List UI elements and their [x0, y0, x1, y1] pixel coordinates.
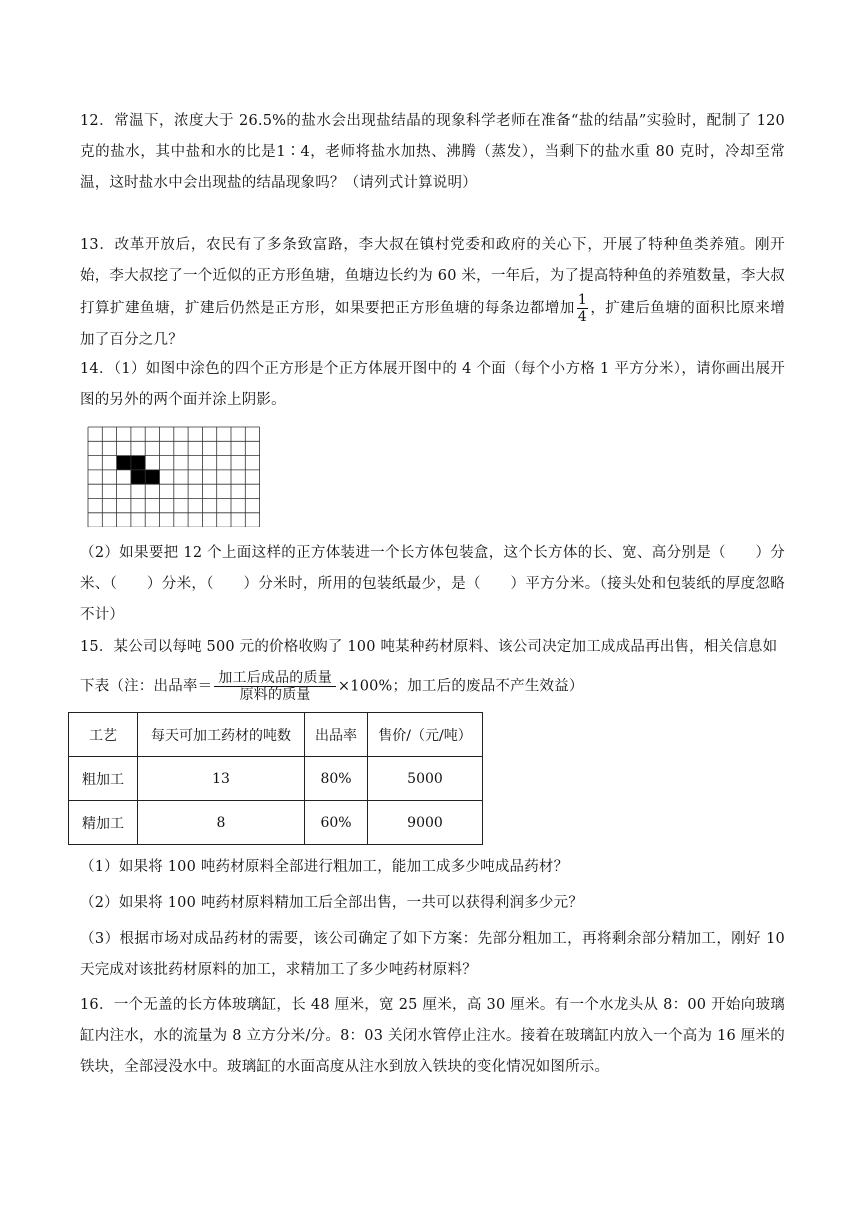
- question-13-text-before: 13．改革开放后，农民有了多条致富路，李大叔在镇村党委和政府的关心下，开展了特种鱼类养殖。刚开始，李大叔挖了一个近似的正方形鱼塘，鱼塘边长约为 60 米，一年后，为了提高特种鱼的养殖数量，李大叔打算扩建鱼塘，扩建后仍然是正方形，如果要把正方形鱼塘的每条边都增加: [80, 237, 785, 317]
- shaded-cube-face: [131, 470, 145, 484]
- table-row: [69, 757, 483, 801]
- question-15-note: [80, 670, 785, 703]
- table-cell: 8: [138, 801, 305, 845]
- question-15-sub-1-text: （1）如果将 100 吨药材原料全部进行粗加工，能加工成多少吨成品药材？: [80, 859, 569, 875]
- question-15-intro-text: 15．某公司以每吨 500 元的价格收购了 100 吨某种药材原料、该公司决定加工成成品再出售，相关信息如: [80, 639, 778, 655]
- question-15-sub-2: [80, 888, 785, 919]
- processing-info-table: [68, 712, 483, 845]
- table-cell: 60%: [305, 801, 368, 845]
- table-cell: 5000: [368, 757, 483, 801]
- question-12: [80, 106, 785, 199]
- yield-rate-fraction: [214, 670, 336, 703]
- table-header-cell: 售价/（元/吨）: [368, 713, 483, 757]
- question-16: [80, 990, 785, 1083]
- fraction-denominator: 4: [577, 309, 588, 325]
- table-header-cell: 出品率: [305, 713, 368, 757]
- question-15-note-prefix: 下表（注：出品率＝: [80, 678, 213, 695]
- question-15-note-suffix: ×100%；加工后的废品不产生效益）: [337, 678, 584, 695]
- question-16-text: 16．一个无盖的长方体玻璃缸，长 48 厘米，宽 25 厘米，高 30 厘米。有一个水龙头从 8：00 开始向玻璃缸内注水，水的流量为 8 立方分米/分。8：03 关闭水管停止注水。接着在玻璃缸内放入一个高为 16 厘米的铁块，全部浸没水中。玻璃缸的水面高度从注水到放入铁块的变化情况如图所示。: [80, 997, 785, 1075]
- cube-net-grid-figure: [87, 426, 262, 527]
- table-cell: 9000: [368, 801, 483, 845]
- table-row: [69, 801, 483, 845]
- question-15-sub-3-text: （3）根据市场对成品药材的需要，该公司确定了如下方案：先部分粗加工，再将剩余部分精加工，刚好 10 天完成对该批药材原料的加工，求精加工了多少吨药材原料？: [80, 931, 785, 978]
- question-12-text: 12．常温下，浓度大于 26.5%的盐水会出现盐结晶的现象科学老师在准备“盐的结晶”实验时，配制了 120 克的盐水，其中盐和水的比是1∶4，老师将盐水加热、沸腾（蒸发），当剩下的盐水重 80 克时，冷却至常温，这时盐水中会出现盐的结晶现象吗？（请列式计算说明）: [80, 113, 785, 191]
- table-header-cell: 工艺: [69, 713, 138, 757]
- fraction-one-quarter: [577, 292, 588, 325]
- question-14-part-1-text: 14．（1）如图中涂色的四个正方形是个正方体展开图中的 4 个面（每个小方格 1 平方分米），请你画出展开图的另外的两个面并涂上阴影。: [80, 361, 785, 408]
- yield-rate-denominator: 原料的质量: [239, 687, 311, 703]
- shaded-cube-face: [117, 456, 131, 470]
- question-14-part-2: [80, 538, 785, 631]
- table-header-cell: 每天可加工药材的吨数: [138, 713, 305, 757]
- question-13: [80, 230, 785, 356]
- question-15-sub-2-text: （2）如果将 100 吨药材原料精加工后全部出售，一共可以获得利润多少元？: [80, 895, 584, 911]
- shaded-cube-face: [131, 456, 145, 470]
- yield-rate-numerator: 加工后成品的质量: [214, 670, 336, 687]
- table-cell: 80%: [305, 757, 368, 801]
- table-cell: 13: [138, 757, 305, 801]
- question-15-sub-3: [80, 924, 785, 986]
- question-13-text-after: ，扩建后鱼塘的面积比原来增加了百分之几？: [80, 300, 785, 348]
- question-15-intro: [80, 632, 785, 663]
- table-cell: 粗加工: [69, 757, 138, 801]
- fraction-numerator: 1: [577, 292, 588, 308]
- question-14-part-1: [80, 354, 785, 416]
- question-15-sub-1: [80, 852, 785, 883]
- table-cell: 精加工: [69, 801, 138, 845]
- table-header-row: [69, 713, 483, 757]
- shaded-cube-face: [145, 470, 159, 484]
- question-14-part-2-text: （2）如果要把 12 个上面这样的正方体装进一个长方体包装盒，这个长方体的长、宽、高分别是（ ）分米、（ ）分米，（ ）分米时，所用的包装纸最少，是（ ）平方分米。（接头处和包装纸的厚度忽略不计）: [80, 545, 785, 623]
